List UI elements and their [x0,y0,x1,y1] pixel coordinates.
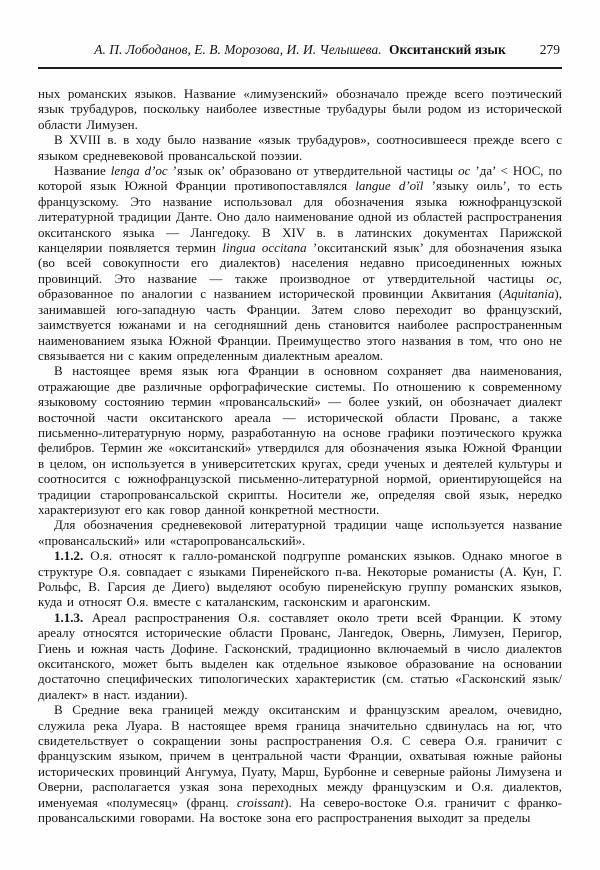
body-text [38,86,562,826]
paragraph [38,517,562,548]
text-run: О.я. относят к галло-романской подгруппе романских языков. Однако многое в структуре О.я. совпадает с языками Пиренейского п-ва. Некоторые романисты (А. Кун, Г. Рольфс, В. Гарсия де Диего) выделяют особую пиренейскую группу романских языков, куда и относят О.я. вместе с каталанским, гасконским и арагонским. [38,548,562,610]
italic-term: langue d’oïl [355,178,424,194]
italic-term: croissant [236,794,285,810]
text-run: В настоящее время язык юга Франции в основном сохраняет два наименования, отражающие две различные орфографические системы. По отношению к современному языковому состоянию термин «провансальский» — более узкий, он обозначает диалект восточной части окситанского ареала — исторической области Прованс, а также письменно-литературную норму, разработанную на основе графики поэтического кружка фелибров. Термин же «окситанский» утвердился для обозначения языка Южной Франции в целом, он используется в университетских кругах, среди ученых и деятелей культуры и соотносится с южнофранцузской письменно-литературной нормой, ориентирующейся на традиции старопровансальской скрипты. Носители же, определяя свой язык, нередко характеризуют его как говор данной конкретной местности. [38,363,562,517]
paragraph [38,363,562,517]
text-run: Название [54,163,111,179]
text-run: ’окситанский язык’ для обозначения языка (во всей совокупности его диалектов) населения недавно присоединенных южных провинций. Это название — также производное от утвердительной частицы [38,240,562,286]
section-number: 1.1.3. [54,609,84,625]
text-run: В Средние века границей между окситанским и французским ареалом, очевидно, служила река Луара. В настоящее время граница значительно сдвинулась на юг, что свидетельствует о сокращении зоны распространения О.я. С севера О.я. граничит с французским языком, причем в центральной части Франции, охватывая южные районы исторических провинций Ангумуа, Пуату, Марш, Бурбонне и северные районы Лимузена и Оверни, располагается узкая зона переходных между французским и О.я. диалектов, именуемая «полумесяц» (франц. [38,702,562,810]
text-run: Для обозначения средневековой литературной традиции чаще используется название «провансальский» или «старопровансальский». [38,517,562,548]
italic-term: lingua occitana [222,240,307,256]
section-number: 1.1.2. [54,548,84,564]
paragraph [38,86,562,132]
text-run: В XVIII в. в ходу было название «язык трубадуров», соотносившееся прежде всего с языком средневековой провансальской поэзии. [38,132,562,163]
paragraph [38,548,562,610]
text-run: Ареал распространения О.я. составляет около трети всей Франции. К этому ареалу относятся исторические области Прованс, Лангедок, Овернь, Лимузен, Перигор, Гиень и южная часть Дофине. Гасконский, традиционно включаемый в число диалектов окситанского, может быть выделен как отдельное языковое образование на основании достаточно специфических типологических характеристик (см. статью «Гасконский язык/диалект» в наст. издании). [38,609,562,702]
running-head-authors: А. П. Лободанов, Е. В. Морозова, И. И. Челышева. [94,42,382,57]
text-run: ных романских языков. Название «лимузенский» обозначало прежде всего поэтический язык трубадуров, поскольку наиболее известные трубадуры были родом из исторической области Лимузен. [38,86,562,132]
text-run: ’да’ < HOC, по которой язык Южной Франции противопоставлялся [38,163,562,194]
text-run: ’языку оиль’, то есть французскому. Это название использовал для обозначения языка южнофранцузской литературной традиции Данте. Оно дало наименование одной из областей распространения окситанского языка — Лангедоку. В XIV в. в латинских документах Парижской канцелярии появляется термин [38,178,563,256]
page-content [38,42,562,826]
italic-term: Aquitania [503,286,555,302]
page-number: 279 [539,42,560,57]
running-head [38,42,562,69]
text-run: , образованное по аналогии с названием исторической провинции Аквитания ( [38,270,562,302]
text-run: ), занимавшей юго-западную часть Франции. Затем слово переходит во французский, заимствуется южанами и на сегодняшний день становится наиболее распространенным наименованием языка Южной Франции. Преимущество этого названия в том, что оно не связывается ни с каким определенным диалектным ареалом. [38,286,562,363]
italic-term: lenga d’oc [110,163,168,179]
italic-term: oc [546,270,559,286]
running-head-chapter-title: Окситанский язык [388,42,506,57]
paragraph [38,132,562,163]
text-run: ). На северо-востоке О.я. граничит с франко-провансальскими говорами. На востоке зона его распространения выходит за пределы [38,794,562,826]
text-run: ’язык ок’ образовано от утвердительной частицы [167,163,459,179]
italic-term: oc [458,163,471,179]
paragraph [38,702,562,825]
paragraph [38,163,562,363]
paragraph [38,610,562,702]
